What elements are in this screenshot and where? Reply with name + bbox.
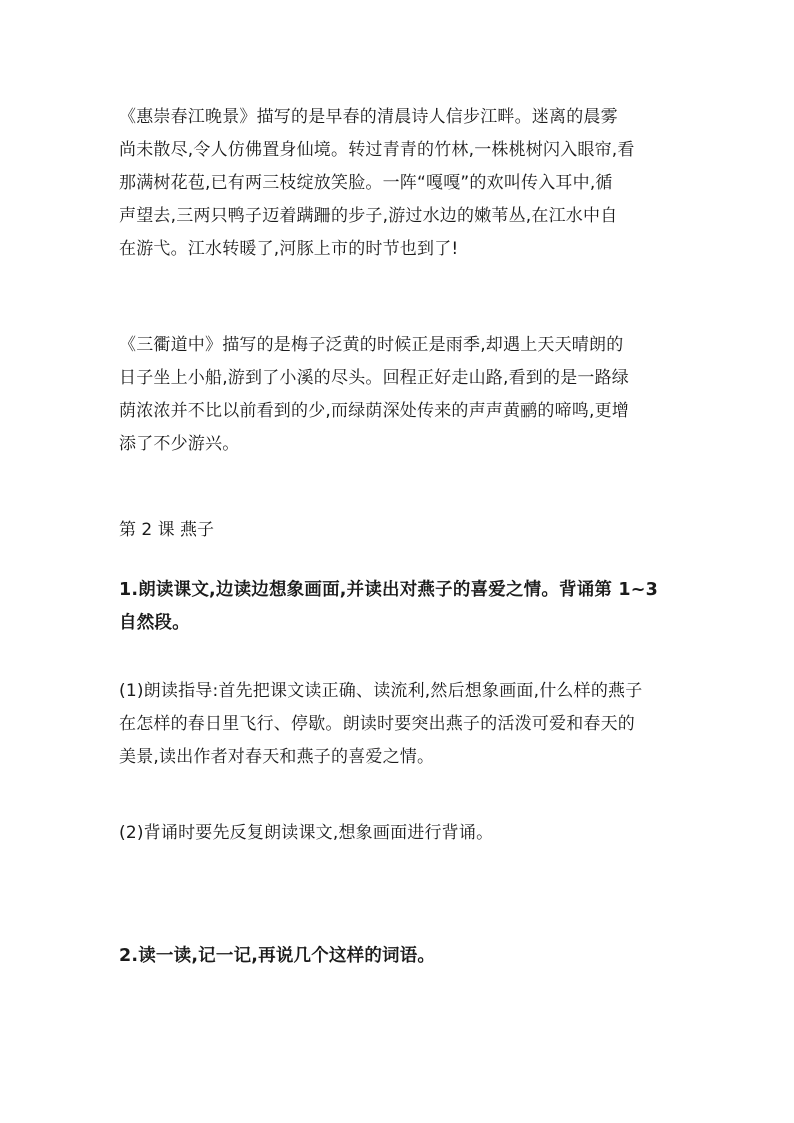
text-line: 2.读一读,记一记,再说几个这样的词语。 bbox=[119, 946, 436, 966]
text-line: 那满树花苞,已有两三枝绽放笑脸。一阵“嘎嘎”的欢叫传入耳中,循 bbox=[119, 173, 613, 193]
text-line: 日子坐上小船,游到了小溪的尽头。回程正好走山路,看到的是一路绿 bbox=[119, 368, 630, 388]
answer-1-recitation bbox=[119, 817, 679, 850]
text-line: 在游弋。江水转暖了,河豚上市的时节也到了! bbox=[119, 239, 459, 259]
text-line: 《惠崇春江晚景》描写的是早春的清晨诗人信步江畔。迷离的晨雾 bbox=[119, 107, 618, 127]
question-1 bbox=[119, 574, 679, 640]
paragraph-sanqu-poem bbox=[119, 329, 679, 461]
text-line: 《三衢道中》描写的是梅子泛黄的时候正是雨季,却遇上天天晴朗的 bbox=[119, 335, 624, 355]
text-line: 声望去,三两只鸭子迈着蹒跚的步子,游过水边的嫩苇丛,在江水中自 bbox=[119, 206, 618, 226]
text-line: 1.朗读课文,边读边想象画面,并读出对燕子的喜爱之情。背诵第 1~3 bbox=[119, 580, 659, 600]
text-line: 荫浓浓并不比以前看到的少,而绿荫深处传来的声声黄鹂的啼鸣,更增 bbox=[119, 401, 630, 421]
text-line: 美景,读出作者对春天和燕子的喜爱之情。 bbox=[119, 747, 435, 767]
lesson-title: 第 2 课 燕子 bbox=[119, 520, 215, 540]
text-line: 自然段。 bbox=[119, 613, 190, 633]
text-line: 尚未散尽,令人仿佛置身仙境。转过青青的竹林,一株桃树闪入眼帘,看 bbox=[119, 140, 635, 160]
text-line: 添了不少游兴。 bbox=[119, 434, 240, 454]
paragraph-huichong-poem bbox=[119, 101, 679, 266]
text-line: 在怎样的春日里飞行、停歇。朗读时要突出燕子的活泼可爱和春天的 bbox=[119, 714, 635, 734]
text-line: (2)背诵时要先反复朗读课文,想象画面进行背诵。 bbox=[119, 823, 494, 843]
text-line: (1)朗读指导:首先把课文读正确、读流利,然后想象画面,什么样的燕子 bbox=[119, 681, 643, 701]
question-2 bbox=[119, 940, 679, 973]
answer-1-reading-guide bbox=[119, 675, 679, 774]
